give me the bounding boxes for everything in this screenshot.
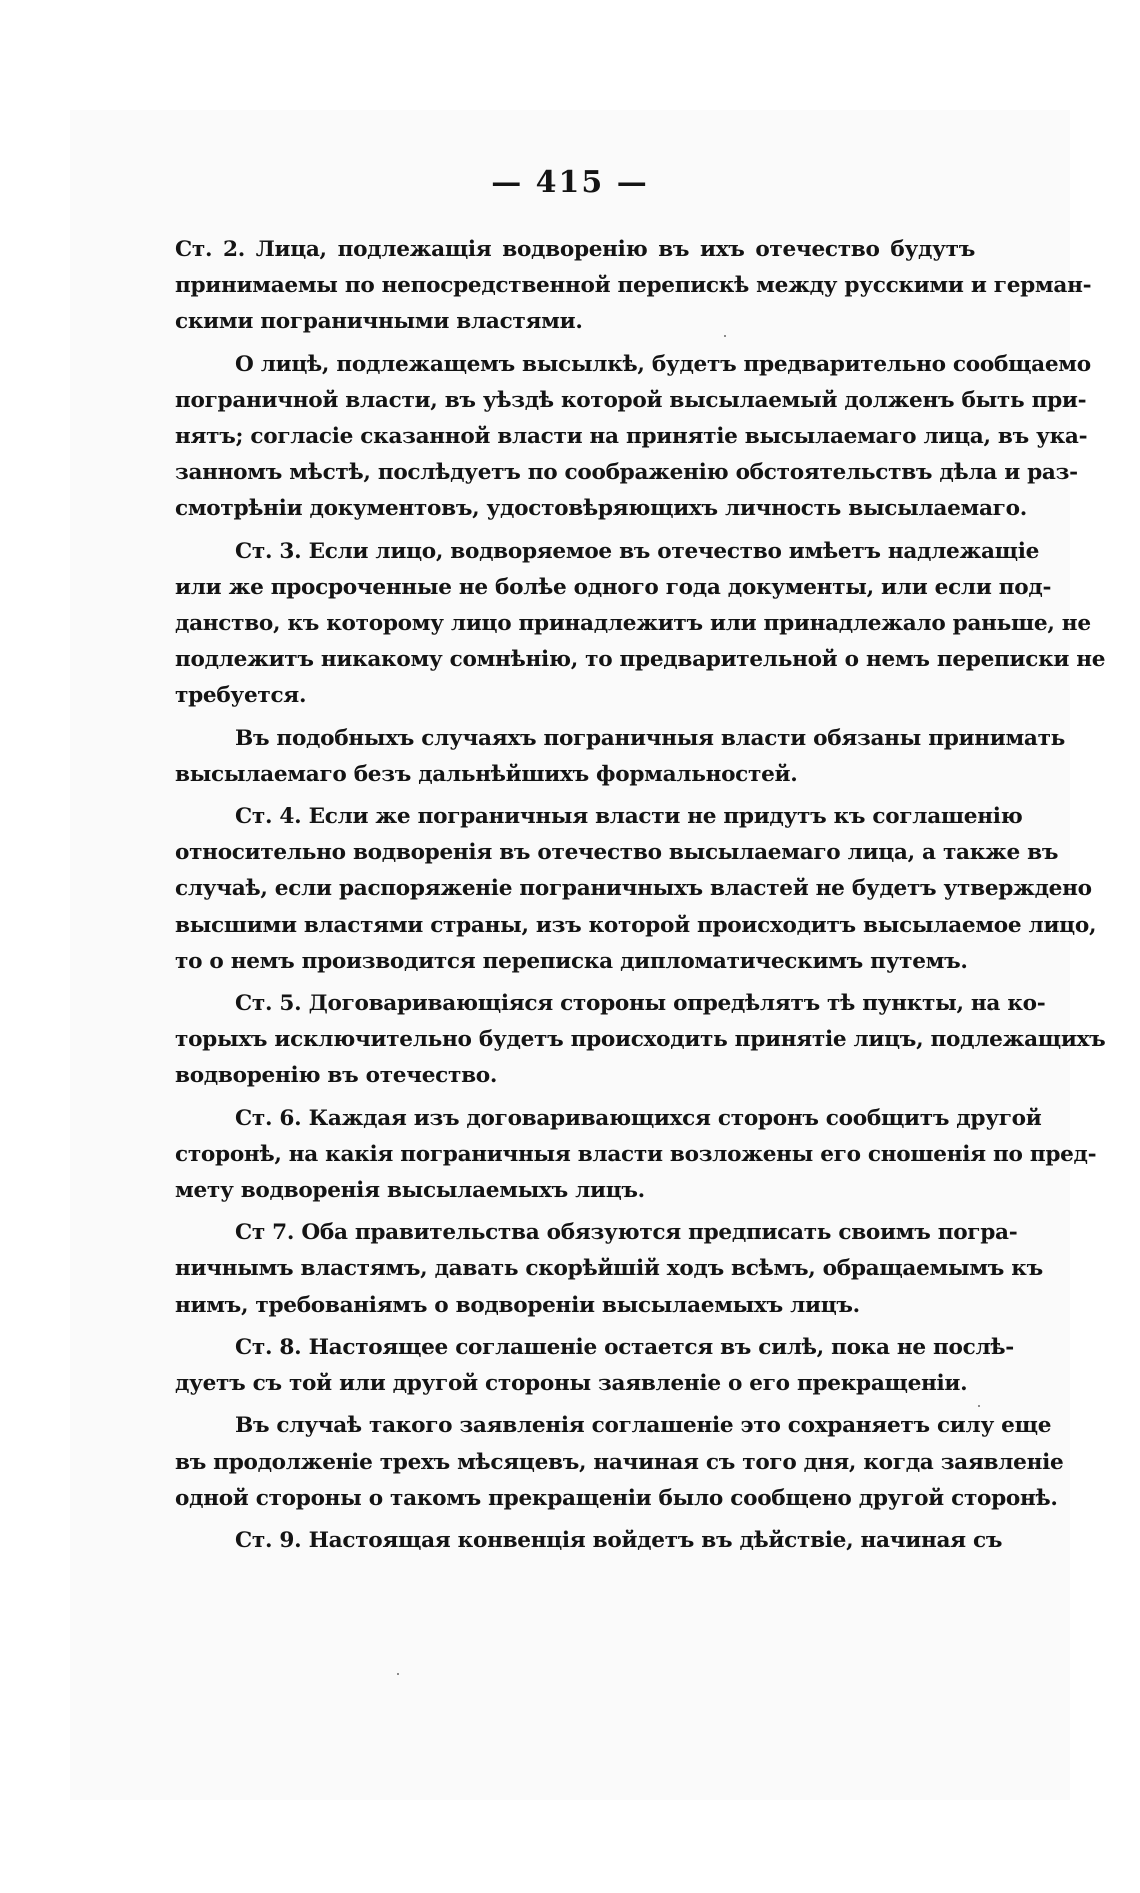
text-line: дуетъ съ той или другой стороны заявленіе о его прекращеніи. (175, 1371, 968, 1397)
text-line: ничнымъ властямъ, давать скорѣйшій ходъ всѣмъ, обращаемымъ къ (175, 1256, 1043, 1282)
paragraph-article-3 (175, 534, 1106, 715)
paragraph-article-6 (175, 1101, 1097, 1210)
paragraph-article-7 (175, 1215, 1043, 1324)
text-line: Ст. 4. Если же пограничныя власти не придутъ къ соглашенію (235, 804, 1023, 830)
print-speck (978, 1405, 980, 1407)
text-line: относительно водворенія въ отечество высылаемаго лица, а также въ (175, 840, 1059, 866)
text-line: Ст. 2. Лица, подлежащія водворенію въ ихъ отечество будутъ (175, 237, 975, 262)
paragraph-article-8 (175, 1330, 1014, 1402)
text-line: смотрѣніи документовъ, удостовѣряющихъ личность высылаемаго. (175, 496, 1027, 522)
paragraph-article-4 (175, 799, 1097, 980)
text-line: Ст. 3. Если лицо, водворяемое въ отечество имѣетъ надлежащіе (235, 538, 1040, 564)
text-line: принимаемы по непосредственной перепискѣ между русскими и герман- (175, 273, 1092, 299)
paragraph-termination-notice (175, 1408, 1064, 1517)
text-line: одной стороны о такомъ прекращеніи было сообщено другой сторонѣ. (175, 1485, 1058, 1511)
text-line: высшими властями страны, изъ которой происходитъ высылаемое лицо, (175, 912, 1097, 938)
text-line: Въ случаѣ такого заявленія соглашеніе это сохраняетъ силу еще (235, 1413, 1052, 1439)
text-line: или же просроченные не болѣе одного года документы, или если под- (175, 574, 1052, 600)
text-line: водворенію въ отечество. (175, 1063, 498, 1089)
paragraph-similar-cases (175, 721, 1066, 793)
text-line: Ст 7. Оба правительства обязуются предписать своимъ погра- (235, 1220, 1018, 1246)
text-line: сторонѣ, на какія пограничныя власти возложены его сношенія по пред- (175, 1141, 1097, 1167)
paragraph-article-9 (175, 1523, 1003, 1559)
text-line: пограничной власти, въ уѣздѣ которой высылаемый долженъ быть при- (175, 387, 1087, 413)
text-line: Ст. 9. Настоящая конвенція войдетъ въ дѣйствіе, начиная съ (235, 1527, 1003, 1553)
text-line: мету водворенія высылаемыхъ лицъ. (175, 1178, 645, 1204)
text-line: Ст. 6. Каждая изъ договаривающихся сторонъ сообщитъ другой (235, 1105, 1042, 1131)
paragraph-article-5 (175, 986, 1106, 1095)
text-line: то о немъ производится переписка дипломатическимъ путемъ. (175, 948, 968, 974)
page-number: — 415 — (491, 165, 649, 200)
text-line: случаѣ, если распоряженіе пограничныхъ властей не будетъ утверждено (175, 876, 1092, 902)
text-line: О лицѣ, подлежащемъ высылкѣ, будетъ предварительно сообщаемо (235, 351, 1091, 377)
text-line: Въ подобныхъ случаяхъ пограничныя власти обязаны принимать (235, 725, 1066, 751)
text-line: Ст. 5. Договаривающіяся стороны опредѣлятъ тѣ пункты, на ко- (235, 991, 1046, 1017)
paragraph-notice (175, 347, 1091, 528)
text-line: требуется. (175, 683, 307, 709)
print-speck (724, 335, 726, 337)
paragraph-article-2 (175, 232, 1092, 341)
text-line: нятъ; согласіе сказанной власти на принятіе высылаемаго лица, въ ука- (175, 424, 1088, 450)
text-line: высылаемаго безъ дальнѣйшихъ формальностей. (175, 761, 798, 787)
text-line: занномъ мѣстѣ, послѣдуетъ по соображенію обстоятельствъ дѣла и раз- (175, 460, 1078, 486)
body-text (175, 232, 1106, 1559)
text-line: скими пограничными властями. (175, 309, 583, 335)
text-line: въ продолженіе трехъ мѣсяцевъ, начиная съ того дня, когда заявленіе (175, 1449, 1064, 1475)
text-line: торыхъ исключительно будетъ происходить принятіе лицъ, подлежащихъ (175, 1027, 1106, 1053)
text-line: нимъ, требованіямъ о водвореніи высылаемыхъ лицъ. (175, 1292, 860, 1318)
text-line: подлежитъ никакому сомнѣнію, то предварительной о немъ переписки не (175, 647, 1106, 673)
print-speck (397, 1673, 399, 1675)
text-line: данство, къ которому лицо принадлежитъ или принадлежало раньше, не (175, 611, 1091, 637)
text-line: Ст. 8. Настоящее соглашеніе остается въ силѣ, пока не послѣ- (235, 1334, 1014, 1360)
